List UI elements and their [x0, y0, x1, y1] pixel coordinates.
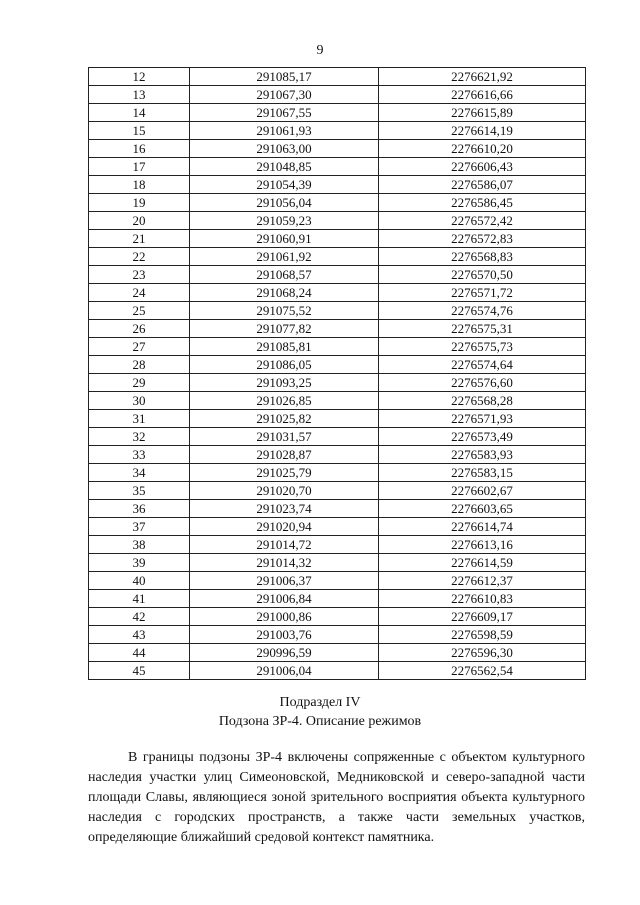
y-coordinate-cell: 2276621,92	[379, 68, 586, 86]
point-number-cell: 28	[89, 356, 190, 374]
y-coordinate-cell: 2276603,65	[379, 500, 586, 518]
y-coordinate-cell: 2276610,83	[379, 590, 586, 608]
y-coordinate-cell: 2276610,20	[379, 140, 586, 158]
x-coordinate-cell: 291056,04	[190, 194, 379, 212]
y-coordinate-cell: 2276616,66	[379, 86, 586, 104]
point-number-cell: 37	[89, 518, 190, 536]
x-coordinate-cell: 291026,85	[190, 392, 379, 410]
point-number-cell: 43	[89, 626, 190, 644]
subsection-heading: Подраздел IV	[279, 695, 361, 710]
point-number-cell: 35	[89, 482, 190, 500]
x-coordinate-cell: 291085,81	[190, 338, 379, 356]
table-row	[89, 572, 586, 590]
y-coordinate-cell: 2276598,59	[379, 626, 586, 644]
point-number-cell: 21	[89, 230, 190, 248]
x-coordinate-cell: 291093,25	[190, 374, 379, 392]
y-coordinate-cell: 2276586,07	[379, 176, 586, 194]
y-coordinate-cell: 2276583,93	[379, 446, 586, 464]
point-number-cell: 39	[89, 554, 190, 572]
x-coordinate-cell: 291063,00	[190, 140, 379, 158]
y-coordinate-cell: 2276586,45	[379, 194, 586, 212]
point-number-cell: 25	[89, 302, 190, 320]
x-coordinate-cell: 291003,76	[190, 626, 379, 644]
table-row	[89, 626, 586, 644]
point-number-cell: 13	[89, 86, 190, 104]
y-coordinate-cell: 2276571,93	[379, 410, 586, 428]
y-coordinate-cell: 2276576,60	[379, 374, 586, 392]
point-number-cell: 29	[89, 374, 190, 392]
table-row	[89, 320, 586, 338]
point-number-cell: 33	[89, 446, 190, 464]
x-coordinate-cell: 291067,55	[190, 104, 379, 122]
point-number-cell: 34	[89, 464, 190, 482]
table-row	[89, 104, 586, 122]
table-row	[89, 482, 586, 500]
point-number-cell: 32	[89, 428, 190, 446]
x-coordinate-cell: 290996,59	[190, 644, 379, 662]
point-number-cell: 42	[89, 608, 190, 626]
x-coordinate-cell: 291085,17	[190, 68, 379, 86]
y-coordinate-cell: 2276568,83	[379, 248, 586, 266]
table-row	[89, 230, 586, 248]
point-number-cell: 26	[89, 320, 190, 338]
y-coordinate-cell: 2276571,72	[379, 284, 586, 302]
y-coordinate-cell: 2276574,64	[379, 356, 586, 374]
table-row	[89, 122, 586, 140]
point-number-cell: 16	[89, 140, 190, 158]
point-number-cell: 36	[89, 500, 190, 518]
subzone-title: Подзона ЗР-4. Описание режимов	[218, 714, 422, 729]
table-row	[89, 374, 586, 392]
table-row	[89, 338, 586, 356]
y-coordinate-cell: 2276602,67	[379, 482, 586, 500]
coordinates-table-body	[89, 68, 586, 680]
point-number-cell: 17	[89, 158, 190, 176]
point-number-cell: 40	[89, 572, 190, 590]
y-coordinate-cell: 2276615,89	[379, 104, 586, 122]
table-row	[89, 536, 586, 554]
point-number-cell: 22	[89, 248, 190, 266]
table-row	[89, 446, 586, 464]
table-row	[89, 608, 586, 626]
point-number-cell: 45	[89, 662, 190, 680]
y-coordinate-cell: 2276606,43	[379, 158, 586, 176]
table-row	[89, 158, 586, 176]
table-row	[89, 86, 586, 104]
y-coordinate-cell: 2276575,73	[379, 338, 586, 356]
table-row	[89, 410, 586, 428]
y-coordinate-cell: 2276574,76	[379, 302, 586, 320]
x-coordinate-cell: 291014,32	[190, 554, 379, 572]
x-coordinate-cell: 291006,37	[190, 572, 379, 590]
page-number: 9	[316, 43, 324, 58]
x-coordinate-cell: 291028,87	[190, 446, 379, 464]
point-number-cell: 15	[89, 122, 190, 140]
x-coordinate-cell: 291031,57	[190, 428, 379, 446]
description-paragraph: В границы подзоны ЗР-4 включены сопряженные с объектом культурного наследия участки улиц Симеоновской, Медниковской и северо-западной части площади Славы, являющиеся зоной зрительного восприятия объекта культурного наследия с городских пространств, а также части земельных участков, определяющие ближайший средовой контекст памятника.	[88, 750, 585, 845]
y-coordinate-cell: 2276612,37	[379, 572, 586, 590]
x-coordinate-cell: 291054,39	[190, 176, 379, 194]
table-row	[89, 68, 586, 86]
y-coordinate-cell: 2276583,15	[379, 464, 586, 482]
point-number-cell: 19	[89, 194, 190, 212]
x-coordinate-cell: 291020,70	[190, 482, 379, 500]
x-coordinate-cell: 291061,92	[190, 248, 379, 266]
point-number-cell: 31	[89, 410, 190, 428]
point-number-cell: 12	[89, 68, 190, 86]
x-coordinate-cell: 291061,93	[190, 122, 379, 140]
point-number-cell: 24	[89, 284, 190, 302]
y-coordinate-cell: 2276614,74	[379, 518, 586, 536]
table-row	[89, 554, 586, 572]
y-coordinate-cell: 2276575,31	[379, 320, 586, 338]
x-coordinate-cell: 291006,04	[190, 662, 379, 680]
table-row	[89, 212, 586, 230]
x-coordinate-cell: 291014,72	[190, 536, 379, 554]
x-coordinate-cell: 291059,23	[190, 212, 379, 230]
table-row	[89, 662, 586, 680]
y-coordinate-cell: 2276570,50	[379, 266, 586, 284]
point-number-cell: 23	[89, 266, 190, 284]
x-coordinate-cell: 291067,30	[190, 86, 379, 104]
y-coordinate-cell: 2276614,19	[379, 122, 586, 140]
table-row	[89, 302, 586, 320]
x-coordinate-cell: 291068,57	[190, 266, 379, 284]
x-coordinate-cell: 291025,82	[190, 410, 379, 428]
x-coordinate-cell: 291006,84	[190, 590, 379, 608]
table-row	[89, 428, 586, 446]
x-coordinate-cell: 291000,86	[190, 608, 379, 626]
table-row	[89, 392, 586, 410]
y-coordinate-cell: 2276573,49	[379, 428, 586, 446]
x-coordinate-cell: 291068,24	[190, 284, 379, 302]
table-row	[89, 284, 586, 302]
y-coordinate-cell: 2276596,30	[379, 644, 586, 662]
table-row	[89, 500, 586, 518]
x-coordinate-cell: 291086,05	[190, 356, 379, 374]
table-row	[89, 464, 586, 482]
point-number-cell: 38	[89, 536, 190, 554]
point-number-cell: 30	[89, 392, 190, 410]
y-coordinate-cell: 2276572,83	[379, 230, 586, 248]
table-row	[89, 248, 586, 266]
y-coordinate-cell: 2276614,59	[379, 554, 586, 572]
point-number-cell: 14	[89, 104, 190, 122]
x-coordinate-cell: 291077,82	[190, 320, 379, 338]
point-number-cell: 20	[89, 212, 190, 230]
x-coordinate-cell: 291060,91	[190, 230, 379, 248]
y-coordinate-cell: 2276568,28	[379, 392, 586, 410]
y-coordinate-cell: 2276613,16	[379, 536, 586, 554]
coordinates-table	[88, 67, 586, 680]
table-row	[89, 266, 586, 284]
point-number-cell: 44	[89, 644, 190, 662]
table-row	[89, 356, 586, 374]
table-row	[89, 644, 586, 662]
y-coordinate-cell: 2276562,54	[379, 662, 586, 680]
point-number-cell: 41	[89, 590, 190, 608]
x-coordinate-cell: 291048,85	[190, 158, 379, 176]
x-coordinate-cell: 291025,79	[190, 464, 379, 482]
y-coordinate-cell: 2276609,17	[379, 608, 586, 626]
table-row	[89, 140, 586, 158]
table-row	[89, 518, 586, 536]
table-row	[89, 176, 586, 194]
table-row	[89, 590, 586, 608]
x-coordinate-cell: 291075,52	[190, 302, 379, 320]
x-coordinate-cell: 291023,74	[190, 500, 379, 518]
point-number-cell: 27	[89, 338, 190, 356]
y-coordinate-cell: 2276572,42	[379, 212, 586, 230]
table-row	[89, 194, 586, 212]
point-number-cell: 18	[89, 176, 190, 194]
x-coordinate-cell: 291020,94	[190, 518, 379, 536]
